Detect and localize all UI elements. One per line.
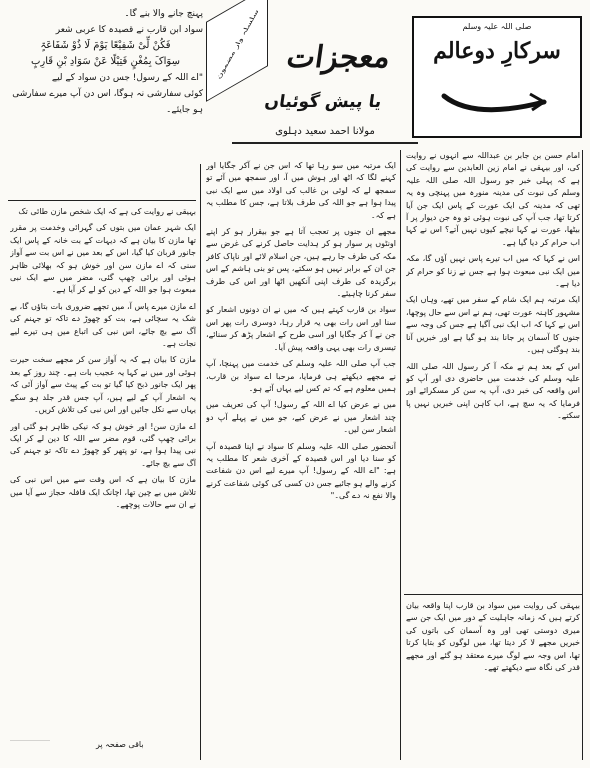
column-divider	[400, 150, 401, 760]
continued-note: باقی صفحہ پر	[96, 740, 144, 749]
paragraph: امام حسن بن جابر بن عبداللہ سے انہوں نے روایت کی، اور بیہقی نے امام زین العابدین سے روایت کی ہے کہ پہلی خبر جو رسول اللہ صلی اللہ علیہ وسلم کی نبوت کی مدینہ منورہ میں پہنچی وہ یہ تھی کہ مدینہ کی ایک عورت کے پاس ایک جن آیا کرتا تھا، جب آپ کی نبوت ہوئی تو وہ جن دیوار پر آ بیٹھا، عورت نے کہا نیچے کیوں نہیں آتے؟ اس نے کہا اب حرام کر دیا گیا ہے۔	[406, 151, 580, 247]
section-divider	[8, 200, 196, 201]
quote-line: کوئی سفارشی نہ ہوگا، اس دن آپ میرے سفارشی	[12, 89, 203, 99]
paragraph: ایک مرتبہ ہم ایک شام کے سفر میں تھے، وہاں ایک مشہور کاہنہ عورت تھی، ہم نے اس سے حال پوچھا، اس نے کہا کہ اب ایک نبی آگیا ہے جس کی وجہ سے جنوں کا آسمان پر جانا بند ہو گیا ہے اور خبریں آنا بند ہوگئی ہیں۔	[406, 295, 580, 355]
page-subtitle: یا پیش گوئیاں	[263, 92, 383, 112]
paragraph: مازن کا بیان ہے کہ اس وقت سے میں اس نبی کی تلاش میں بے چین تھا، اچانک ایک قافلہ حجاز سے آیا میں نے ان سے حالات پوچھے۔	[10, 475, 196, 509]
article-column-right-bottom	[406, 600, 580, 760]
title-underline	[232, 142, 418, 144]
page-frame-line	[582, 150, 583, 760]
boxed-heading-title: سرکارِ دوعالم	[433, 38, 561, 64]
article-column-middle	[206, 160, 396, 760]
paragraph: بہیقی نے روایت کی ہے کہ ایک شخص مازن طائی تک	[18, 207, 196, 216]
arabic-verse-line: فَکُنْ لِّیْ شَفِیْعًا یَوْمَ لَا ذُوْ شَفَاعَۃٍ	[40, 40, 171, 51]
paragraph: مجھے ان جنوں پر تعجب آتا ہے جو بیقرار ہو کر اپنے اونٹوں پر سوار ہو کر ہدایت حاصل کرنے کی غرض سے مکہ کی طرف جا رہے ہیں، جن اسلام لائے اور ناپاک کافر جن ان کے برابر نہیں ہو سکتے، پس تو بنی ہاشم کے اس برگزیدہ کی طرف اپنی آنکھیں اٹھا اور اس کی طرف سفر کرنا چاہیئے۔	[206, 227, 396, 299]
paragraph: اس نے کہا کہ میں اب تیرے پاس نہیں آؤں گا، مکہ میں ایک نبی مبعوث ہوا ہے جس نے زنا کو حرام کر دیا ہے۔	[406, 254, 580, 289]
series-banner	[206, 0, 268, 102]
calligraphy-swash-icon	[434, 90, 554, 120]
paragraph: اے مازن میرے پاس آ، میں تجھے ضروری بات بتاؤں گا، بے شک یہ سچائی ہے، بت کو چھوڑ دے تاکہ تو جہنم کی آگ سے بچ جائے، اس نبی کی اتباع میں ہی تیرے لیے نجات ہے۔	[10, 301, 196, 349]
series-banner-text: سلسلہ وار مضمون	[214, 8, 260, 80]
scan-mark	[10, 740, 50, 741]
arabic-verse-line: سِوَاکَ بِمُغْنٍ فَتِیْلًا عَنْ سَوَادِ بْنِ قَارِبٍ	[31, 56, 180, 67]
quote-line: ہو جایئے۔	[166, 105, 203, 115]
paragraph: ایک شہر عمان میں بتوں کی گہرائی وخدمت پر مقرر تھا مازن کا بیان ہے کہ دیہات کے بت خانہ کے پاس ایک جانور قربان کیا گیا، اس کے بعد میں نے اس بت سے آواز سنی کہ اے مازن سن اور خوش ہو کہ بھلائی ظاہر ہوئی اور برائی چھپ گئی، مضر میں سے ایک نبی مبعوث ہوا جو اللہ کے دین کو لے کر آیا ہے۔	[10, 223, 196, 295]
paragraph: آنحضور صلی اللہ علیہ وسلم کا سواد نے اپنا قصیدہ آپ کو سنا دیا اور اس قصیدہ کے آخری شعر کا مطلب یہ ہے: "اے اللہ کے رسول! آپ میرے لیے اس دن شفاعت کرنے والے ہو جائیے جس دن کسی کی کوئی شفاعت کرنے والا نفع نہ دے گی۔"	[206, 441, 396, 501]
author-name: مولانا احمد سعید دہلوی	[275, 126, 375, 137]
header-quote-block	[8, 6, 203, 156]
paragraph: میں نے عرض کیا اے اللہ کے رسول! آپ کی تعریف میں چند اشعار میں نے عرض کیے، جو میں نے پہلے آپ دو اشعار سن لیں۔	[206, 400, 396, 435]
intro-line: پہنچ جانے والا بنے گا۔	[124, 9, 203, 19]
column-divider	[200, 164, 201, 760]
quote-line: سواد ابن قارب نے قصیدہ کا عربی شعر	[55, 25, 203, 35]
paragraph: بیہقی کی روایت میں سواد بن قارب اپنا واقعہ بیان کرتے ہیں کہ زمانہ جاہلیت کے دور میں ایک جن سے میری دوستی تھی اور وہ آسمان کی باتوں کی خبریں مجھے لا کر دیتا تھا، میں لوگوں کو بتایا کرتا تھا، اس وجہ سے لوگ میرے معتقد ہو گئے اور مجھے قدر کی نگاہ سے دیکھتے تھے۔	[406, 601, 580, 673]
honorific: صلی اللہ علیہ وسلم	[462, 22, 532, 31]
paragraph: مازن کا بیان ہے کہ یہ آواز سن کر مجھے سخت حیرت ہوئی اور میں نے کہا یہ عجیب بات ہے۔ چند روز کے بعد پھر ایک جانور ذبح کیا گیا تو بت کے پیٹ سے آواز آئی کہ یہ اشعار آپ کے لیے ہیں، آپ جس قدر جلد ہو سکے یہاں سے نکل جائیں اور اس نبی کی تلاش کریں۔	[10, 355, 196, 415]
paragraph: ایک مرتبہ میں سو رہا تھا کہ اس جن نے آکر جگایا اور کہنے لگا کہ اٹھ اور ہوش میں آ، اور سمجھ میں آئے تو سمجھ لے کہ لوئی بن غالب کی اولاد میں سے ایک نبی پیدا ہوا ہے جو اللہ کی طرف بلاتا ہے، جس کا مطلب یہ ہے کہ۔	[206, 161, 396, 220]
section-divider	[404, 594, 582, 595]
boxed-heading	[412, 16, 582, 138]
paragraph: سواد بن قارب کہتے ہیں کہ میں نے ان دونوں اشعار کو سنا اور اس رات بھی یہ قرار رہا، دوسری رات پھر اس جن نے آ کر جگایا اور اسی طرح کے اشعار پڑھ کر سنائے، تیسری رات بھی یہی واقعہ پیش آیا۔	[206, 305, 396, 352]
page-title: معجزات	[284, 40, 393, 75]
quote-line: "اے اللہ کے رسول! جس دن سواد کے لیے	[51, 73, 203, 83]
article-column-left	[10, 206, 196, 734]
paragraph: جب آپ صلی اللہ علیہ وسلم کی خدمت میں پہنچا، آپ نے مجھے دیکھتے ہی فرمایا، مرحبا اے سواد بن قارب، ہمیں معلوم ہے کہ تم کس لیے یہاں آئے ہو۔	[206, 359, 396, 393]
article-column-right	[406, 150, 580, 590]
paragraph: اس کے بعد ہم نے مکہ آ کر رسول اللہ صلی اللہ علیہ وسلم کی خدمت میں حاضری دی اور آپ کو اس واقعہ کی خبر دی، آپ یہ سن کر مسکرائے اور فرمایا کہ یہ سچ ہے، اب کاہن اپنی خبریں نہیں پا سکتے۔	[406, 361, 580, 421]
paragraph: اے مازن سن! اور خوش ہو کہ نیکی ظاہر ہو گئی اور برائی چھپ گئی، قوم مضر سے اللہ کا دین لے کر ایک نبی پیدا ہوا ہے، تو پتھر کو چھوڑ دے تاکہ تو جہنم کی آگ سے بچ جائے۔	[10, 421, 196, 468]
